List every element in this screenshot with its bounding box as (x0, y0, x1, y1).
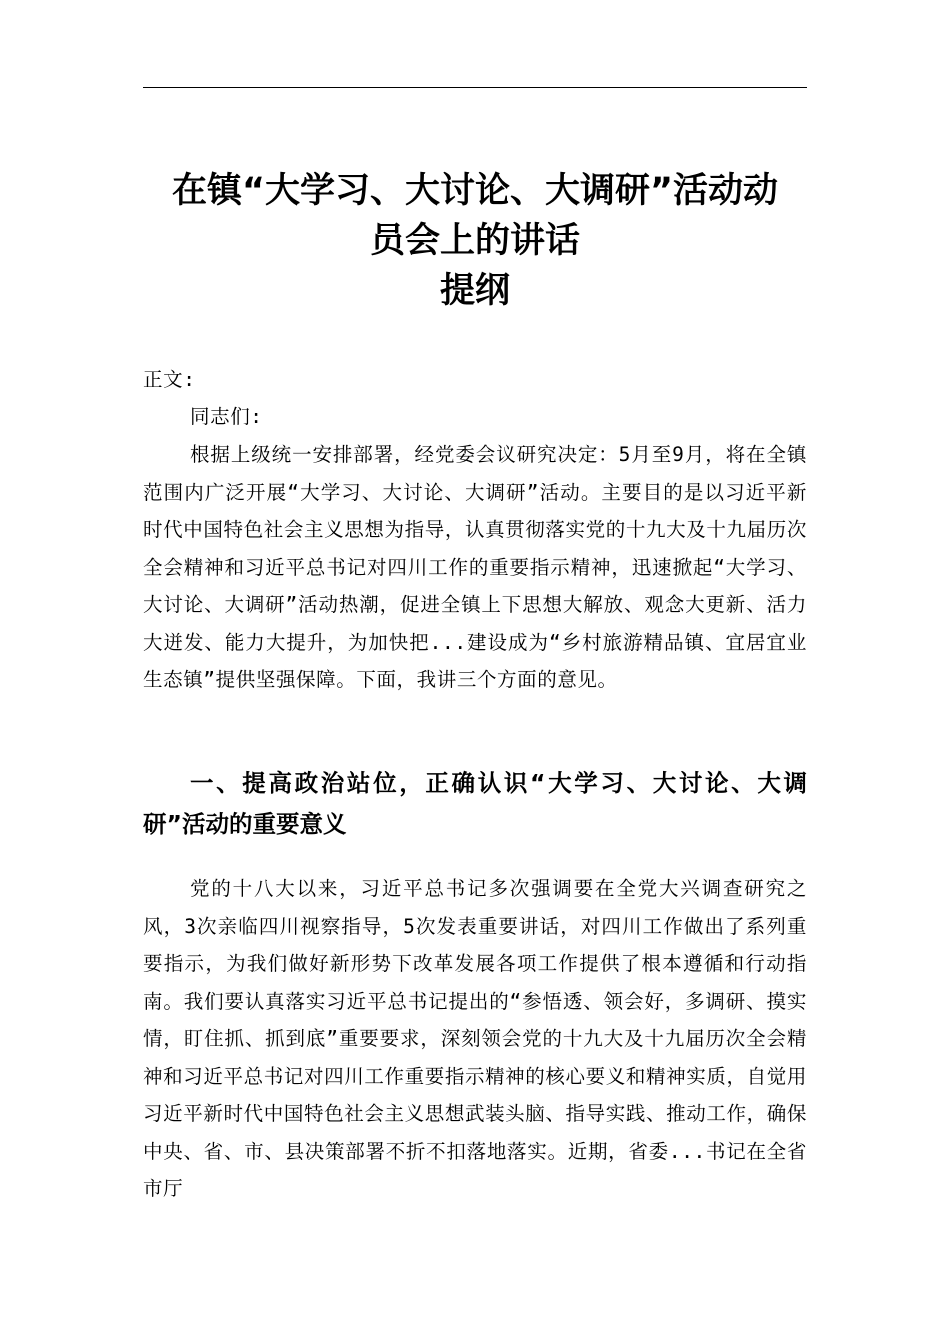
paragraph-intro: 根据上级统一安排部署，经党委会议研究决定：5月至9月，将在全镇范围内广泛开展“大学习、大讨论、大调研”活动。主要目的是以习近平新时代中国特色社会主义思想为指导，认真贯彻落实党的十九大及十九届历次全会精神和习近平总书记对四川工作的重要指示精神，迅速掀起“大学习、大讨论、大调研”活动热潮，促进全镇上下思想大解放、观念大更新、活力大迸发、能力大提升，为加快把...建设成为“乡村旅游精品镇、宜居宜业生态镇”提供坚强保障。下面，我讲三个方面的意见。 (143, 443, 807, 691)
header-rule (143, 87, 807, 88)
title-line-1: 在镇“大学习、大讨论、大调研”活动动 (171, 171, 778, 211)
body-label: 正文: (143, 368, 196, 391)
title-line-2: 员会上的讲话 (369, 221, 580, 261)
title-line-3: 提纲 (439, 271, 510, 311)
paragraph-section-1: 党的十八大以来，习近平总书记多次强调要在全党大兴调查研究之风，3次亲临四川视察指导，5次发表重要讲话，对四川工作做出了系列重要指示，为我们做好新形势下改革发展各项工作提供了根本遵循和行动指南。我们要认真落实习近平总书记提出的“参悟透、领会好，多调研、摸实情，盯住抓、抓到底”重要要求，深刻领会党的十九大及十九届历次全会精神和习近平总书记对四川工作重要指示精神的核心要义和精神实质，自觉用习近平新时代中国特色社会主义思想武装头脑、指导实践、推动工作，确保中央、省、市、县决策部署不折不扣落地落实。近期，省委...书记在全省市厅 (143, 877, 807, 1200)
section-heading-1: 一、提高政治站位，正确认识“大学习、大讨论、大调研”活动的重要意义 (143, 769, 807, 838)
salutation: 同志们: (190, 405, 263, 428)
document-title (143, 166, 807, 316)
